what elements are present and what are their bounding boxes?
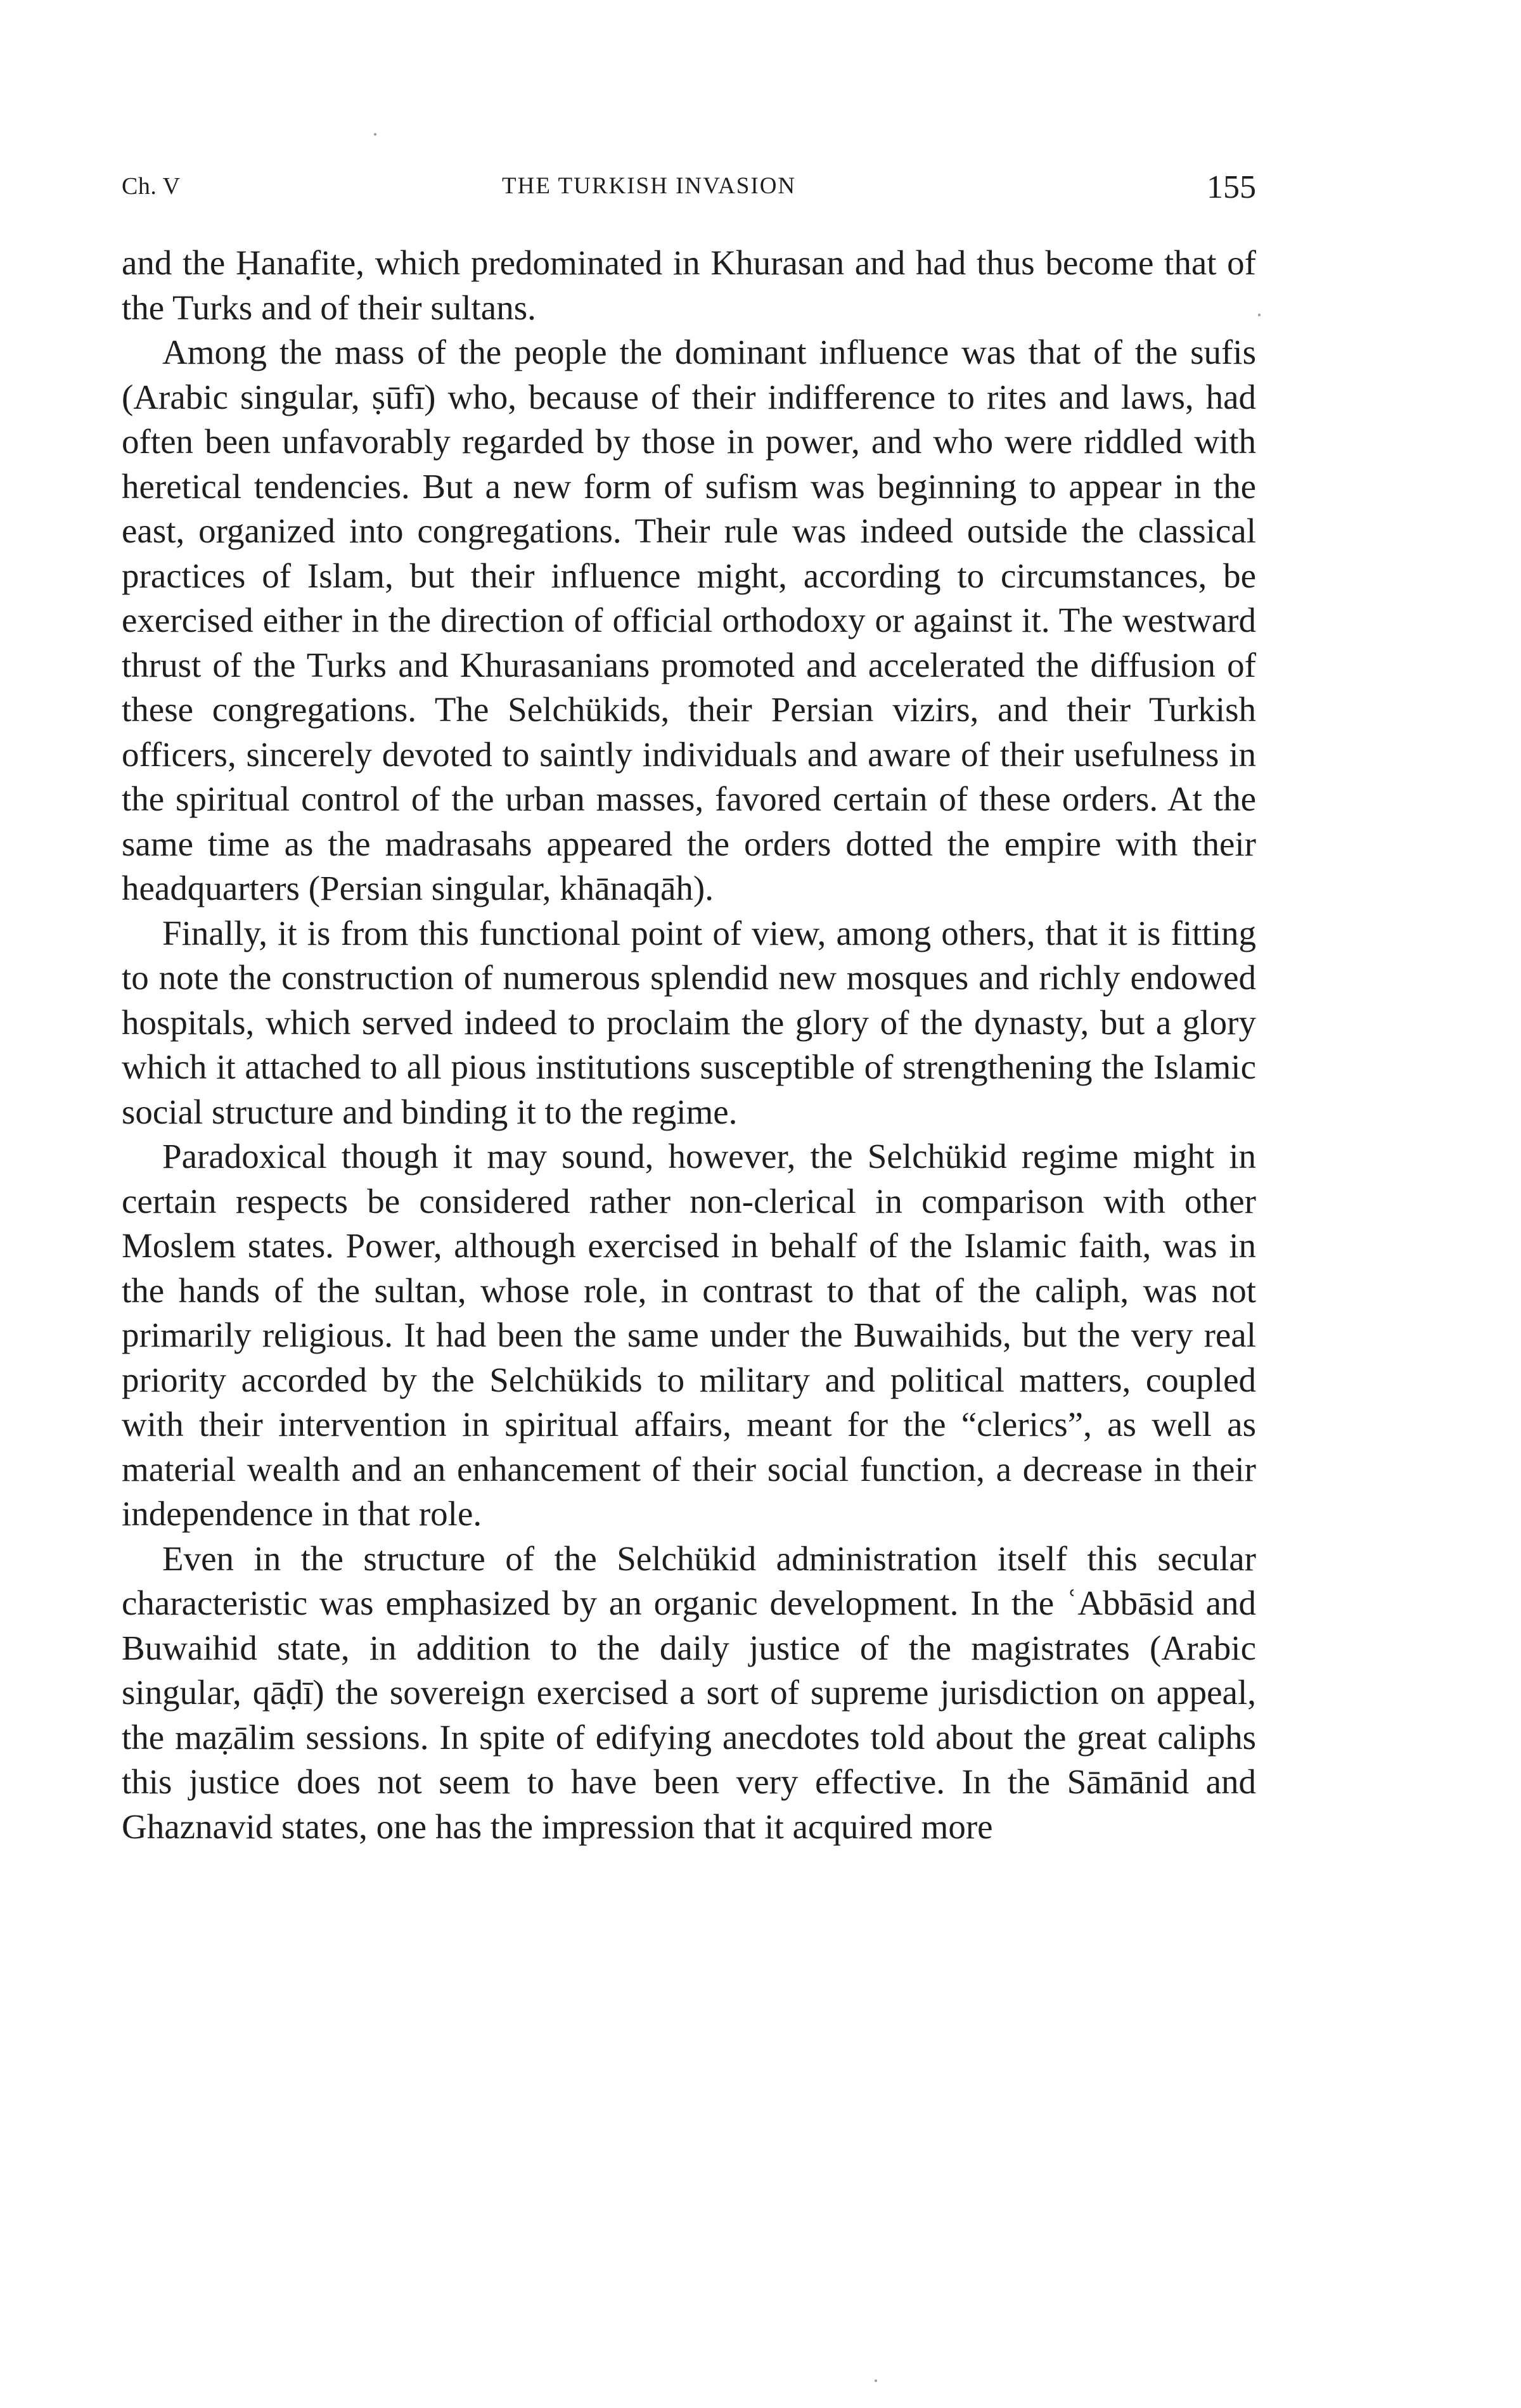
paragraph-sufis: Among the mass of the people the dominant influence was that of the sufis (Arabic singular, ṣūfī) who, because of their indifference to rites and laws, had often been unfavorably regarded by those in power, and who were riddled with heretical tendencies. But a new form of sufism was beginning to appear in the east, organized into congregations. Their rule was indeed outside the classical practices of Islam, but their influence might, according to circumstances, be exercised either in the direction of official orthodoxy or against it. The westward thrust of the Turks and Khurasanians promoted and accelerated the diffusion of these congregations. The Selchükids, their Persian vizirs, and their Turkish officers, sincerely devoted to saintly individuals and aware of their usefulness in the spiritual control of the urban masses, favored certain of these orders. At the same time as the madrasahs appeared the orders dotted the empire with their headquarters (Persian singular, khānaqāh). [122,333,1256,907]
running-head [122,169,1256,207]
paper-speck [374,133,376,136]
chapter-label: Ch. V [122,173,181,200]
page-number: 155 [1207,169,1256,205]
paper-speck [1258,314,1261,316]
body-text [122,241,1256,1849]
running-title: THE TURKISH INVASION [502,173,797,199]
paragraph-administration: Even in the structure of the Selchükid administration itself this secular characteristic was emphasized by an organic development. In the ʿAbbāsid and Buwaihid state, in addition to the daily justice of the magistrates (Arabic singular, qāḍī) the sovereign exercised a sort of supreme jurisdiction on appeal, the maẓālim sessions. In spite of edifying anecdotes told about the great caliphs this justice does not seem to have been very effective. In the Sāmānid and Ghaznavid states, one has the impression that it acquired more [122,1539,1256,1846]
paragraph-continued: and the Ḥanafite, which predominated in Khurasan and had thus become that of the Turks and of their sultans. [122,243,1256,327]
paragraph-non-clerical-regime: Paradoxical though it may sound, however, the Selchükid regime might in certain respects be considered rather non-clerical in comparison with other Moslem states. Power, although exercised in behalf of the Islamic faith, was in the hands of the sultan, whose role, in contrast to that of the caliph, was not primarily religious. It had been the same under the Buwaihids, but the very real priority accorded by the Selchükids to military and political matters, coupled with their intervention in spiritual affairs, meant for the “clerics”, as well as material wealth and an enhancement of their social function, a decrease in their independence in that role. [122,1137,1256,1533]
paragraph-mosques-hospitals: Finally, it is from this functional point of view, among others, that it is fitting to note the construction of numerous splendid new mosques and richly endowed hospitals, which served indeed to proclaim the glory of the dynasty, but a glory which it attached to all pious institutions susceptible of strengthening the Islamic social structure and binding it to the regime. [122,913,1256,1131]
paper-speck [875,2379,877,2382]
